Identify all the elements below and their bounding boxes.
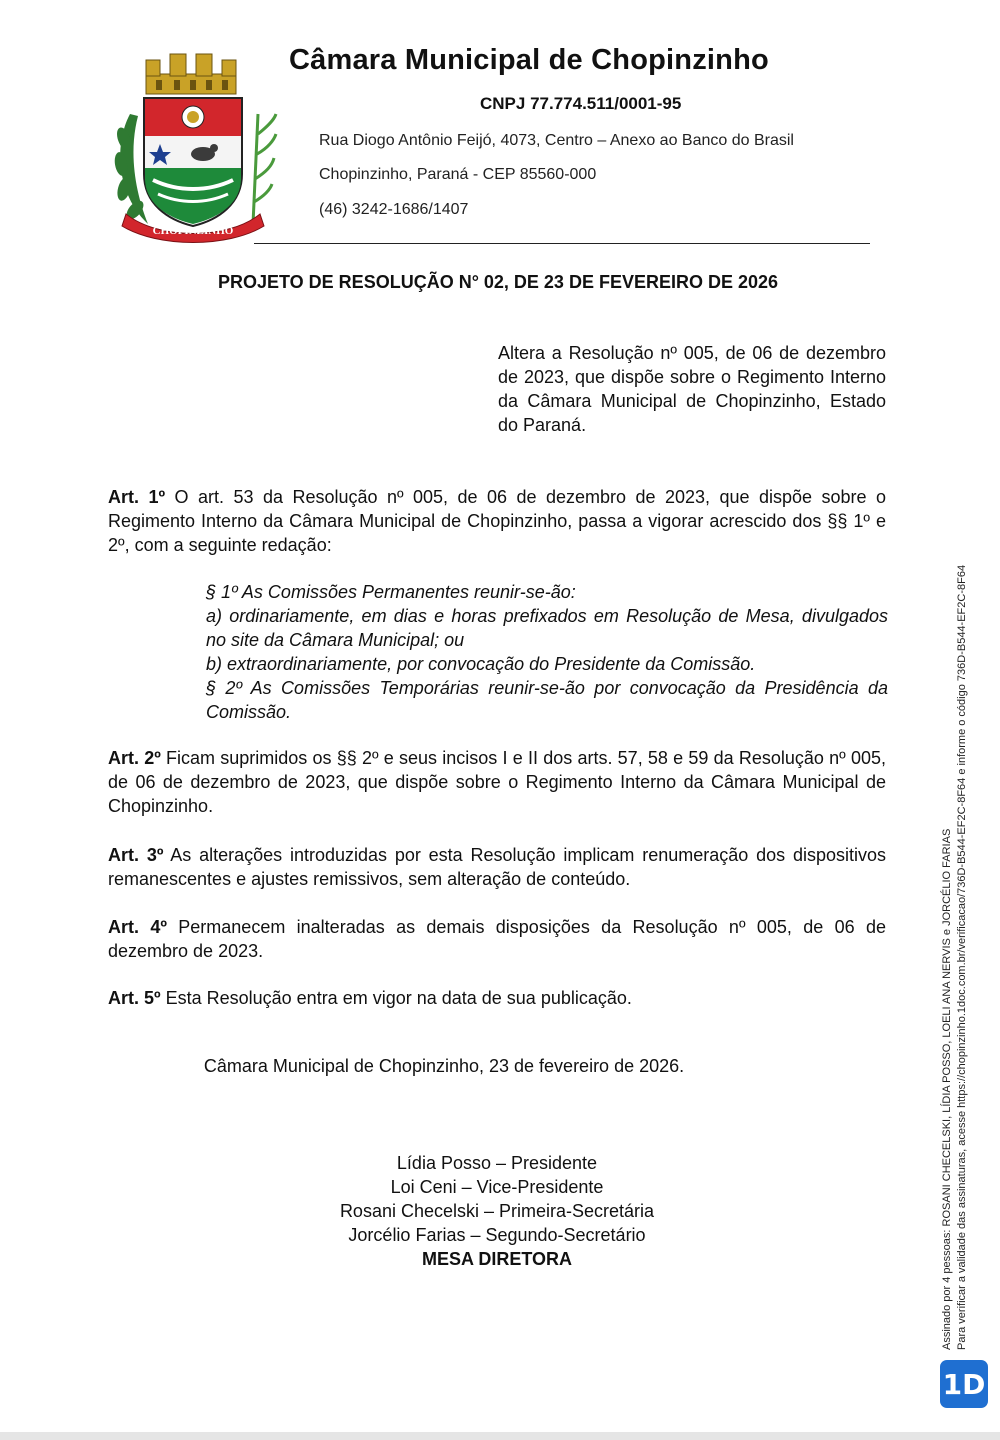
article-text: Permanecem inalteradas as demais disposições da Resolução nº 005, de 06 de dezembro de 2023. [108, 917, 886, 961]
city-line: Chopinzinho, Paraná - CEP 85560-000 [319, 166, 597, 183]
signatory: Lídia Posso – Presidente [396, 1153, 598, 1173]
signature-block [297, 1151, 697, 1271]
badge-text: 1D [942, 1367, 986, 1401]
amendment-quote [206, 580, 888, 724]
article-text: Esta Resolução entra em vigor na data de sua publicação. [160, 988, 632, 1008]
article-5 [108, 986, 886, 1010]
article-2 [108, 746, 886, 818]
signatory: Loi Ceni – Vice-Presidente [390, 1177, 604, 1197]
article-label: Art. 2º [108, 748, 161, 768]
article-4 [108, 915, 886, 963]
bottom-bar [0, 1432, 1000, 1440]
stamp-signers: Assinado por 4 pessoas: ROSANI CHECELSKI, LÍDIA POSSO, LOELI ANA NERVIS e JORCÉLIO FARIAS [941, 828, 953, 1350]
header-divider [254, 243, 870, 244]
document-title: PROJETO DE RESOLUÇÃO N° 02, DE 23 DE FEVEREIRO DE 2026 [217, 272, 779, 292]
address-line: Rua Diogo Antônio Feijó, 4073, Centro – Anexo ao Banco do Brasil [319, 132, 794, 149]
institution-name: Câmara Municipal de Chopinzinho [289, 44, 769, 76]
signatory: Rosani Checelski – Primeira-Secretária [339, 1201, 655, 1221]
article-label: Art. 1º [108, 487, 166, 507]
quote-paragraph: § 2º As Comissões Temporárias reunir-se-ão por convocação da Presidência da Comissão. [206, 678, 888, 722]
signatory: Jorcélio Farias – Segundo-Secretário [348, 1225, 646, 1245]
article-3 [108, 843, 886, 891]
place-date-line: Câmara Municipal de Chopinzinho, 23 de fevereiro de 2026. [203, 1056, 685, 1076]
municipal-crest-icon [108, 44, 278, 244]
cnpj: CNPJ 77.774.511/0001-95 [480, 94, 682, 113]
stamp-verification[interactable]: Para verificar a validade das assinaturas, acesse https://chopinzinho.1doc.com.br/verificacao/736D-B544-EF2C-8F64 e informe o código 736D-B544-EF2C-8F64 [956, 564, 968, 1350]
1doc-logo-icon[interactable] [940, 1360, 988, 1408]
article-label: Art. 3º [108, 845, 164, 865]
article-label: Art. 5º [108, 988, 161, 1008]
phone-line: (46) 3242-1686/1407 [319, 201, 469, 218]
ementa: Altera a Resolução nº 005, de 06 de dezembro de 2023, que dispõe sobre o Regimento Interno da Câmara Municipal de Chopinzinho, Estado do Paraná. [498, 343, 886, 435]
quote-paragraph: a) ordinariamente, em dias e horas prefixados em Resolução de Mesa, divulgados no site da Câmara Municipal; ou [206, 606, 888, 650]
article-text: As alterações introduzidas por esta Resolução implicam renumeração dos dispositivos remanescentes e ajustes remissivos, sem alteração de conteúdo. [108, 845, 886, 889]
article-label: Art. 4º [108, 917, 167, 937]
article-text: Ficam suprimidos os §§ 2º e seus incisos I e II dos arts. 57, 58 e 59 da Resolução nº 005, de 06 de dezembro de 2023, que dispõe sobre o Regimento Interno da Câmara Municipal de Chopinzinho. [108, 748, 886, 816]
digital-signature-stamp [940, 564, 970, 1350]
article-1 [108, 485, 886, 557]
board-name: MESA DIRETORA [421, 1249, 572, 1269]
article-text: O art. 53 da Resolução nº 005, de 06 de dezembro de 2023, que dispõe sobre o Regimento Interno da Câmara Municipal de Chopinzinho, passa a vigorar acrescido dos §§ 1º e 2º, com a seguinte redação: [108, 487, 886, 555]
quote-paragraph: § 1º As Comissões Permanentes reunir-se-ão: [206, 582, 576, 602]
quote-paragraph: b) extraordinariamente, por convocação do Presidente da Comissão. [206, 654, 756, 674]
crest-banner-text: CHOPINZINHO [152, 225, 234, 237]
